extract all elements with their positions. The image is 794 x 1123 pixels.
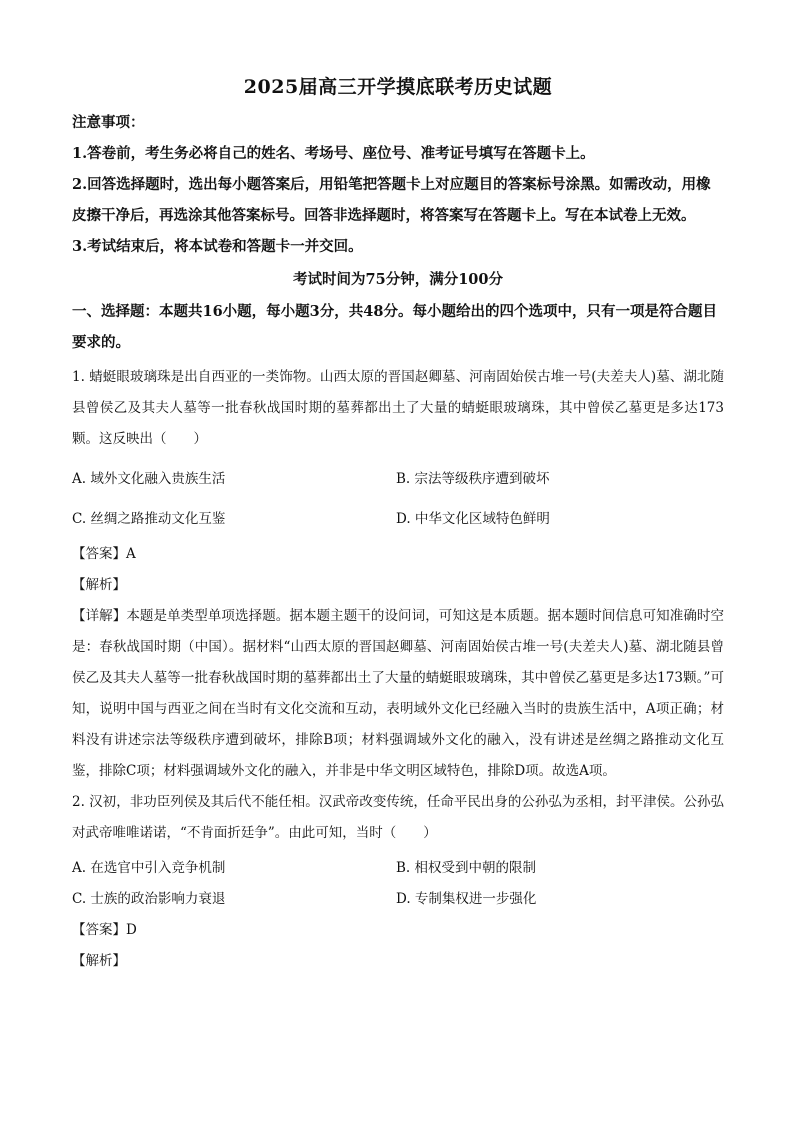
notice-item-3: 3.考试结束后，将本试卷和答题卡一并交回。 [72,238,363,255]
option-list [72,853,724,915]
section-heading: 一、选择题：本题共16小题，每小题3分，共48分。每小题给出的四个选项中，只有一项是符合题目要求的。 [72,303,717,351]
option-d: D. 中华文化区域特色鲜明 [396,511,550,527]
option-d: D. 专制集权进一步强化 [396,891,537,907]
exam-info: 考试时间为75分钟，满分100分 [293,271,503,288]
analysis-label: 【解析】 [72,953,126,969]
exam-page [72,64,724,977]
question-1 [72,362,724,787]
page-title: 2025届高三开学摸底联考历史试题 [243,76,553,98]
notice-item-1: 1.答卷前，考生务必将自己的姓名、考场号、座位号、准考证号填写在答题卡上。 [72,145,595,162]
option-a: A. 域外文化融入贵族生活 [72,471,226,487]
answer-label: 【答案】A [72,546,136,562]
option-b: B. 相权受到中朝的限制 [396,860,537,876]
detail-text: 【详解】本题是单类型单项选择题。据本题主题干的设问词，可知这是本质题。据本题时间信息可知准确时空是：春秋战国时期（中国）。据材料“山西太原的晋国赵卿墓、河南固始侯古堆一号(夫差夫人)墓、湖北随县曾侯乙及其夫人墓等一批春秋战国时期的墓葬都出土了大量的蜻蜓眼玻璃珠，其中曾侯乙墓更是多达173颗。”可知，说明中国与西亚之间在当时有文化交流和互动，表明域外文化已经融入当时的贵族生活中，A项正确；材料没有讲述宗法等级秩序遭到破坏，排除B项；材料强调域外文化的融入，没有讲述是丝绸之路推动文化互鉴，排除C项；材料强调域外文化的融入，并非是中华文明区域特色，排除D项。故选A项。 [72,608,724,779]
option-b: B. 宗法等级秩序遭到破坏 [396,471,550,487]
option-list [72,459,724,539]
notice-heading: 注意事项： [72,114,145,131]
question-2 [72,787,724,977]
option-a: A. 在选官中引入竞争机制 [72,860,226,876]
option-c: C. 丝绸之路推动文化互鉴 [72,511,226,527]
analysis-label: 【解析】 [72,577,126,593]
option-c: C. 士族的政治影响力衰退 [72,891,226,907]
notice-item-2: 2.回答选择题时，选出每小题答案后，用铅笔把答题卡上对应题目的答案标号涂黑。如需改动，用橡皮擦干净后，再选涂其他答案标号。回答非选择题时，将答案写在答题卡上。写在本试卷上无效。 [72,176,711,224]
question-stem: 1. 蜻蜓眼玻璃珠是出自西亚的一类饰物。山西太原的晋国赵卿墓、河南固始侯古堆一号(夫差夫人)墓、湖北随县曾侯乙及其夫人墓等一批春秋战国时期的墓葬都出土了大量的蜻蜓眼玻璃珠，其中曾侯乙墓更是多达173颗。这反映出（ ） [72,369,724,447]
question-stem: 2. 汉初，非功臣列侯及其后代不能任相。汉武帝改变传统，任命平民出身的公孙弘为丞相，封平津侯。公孙弘对武帝唯唯诺诺，“不肯面折廷争”。由此可知，当时（ ） [72,794,724,841]
notice-section [72,111,724,262]
answer-label: 【答案】D [72,922,137,938]
